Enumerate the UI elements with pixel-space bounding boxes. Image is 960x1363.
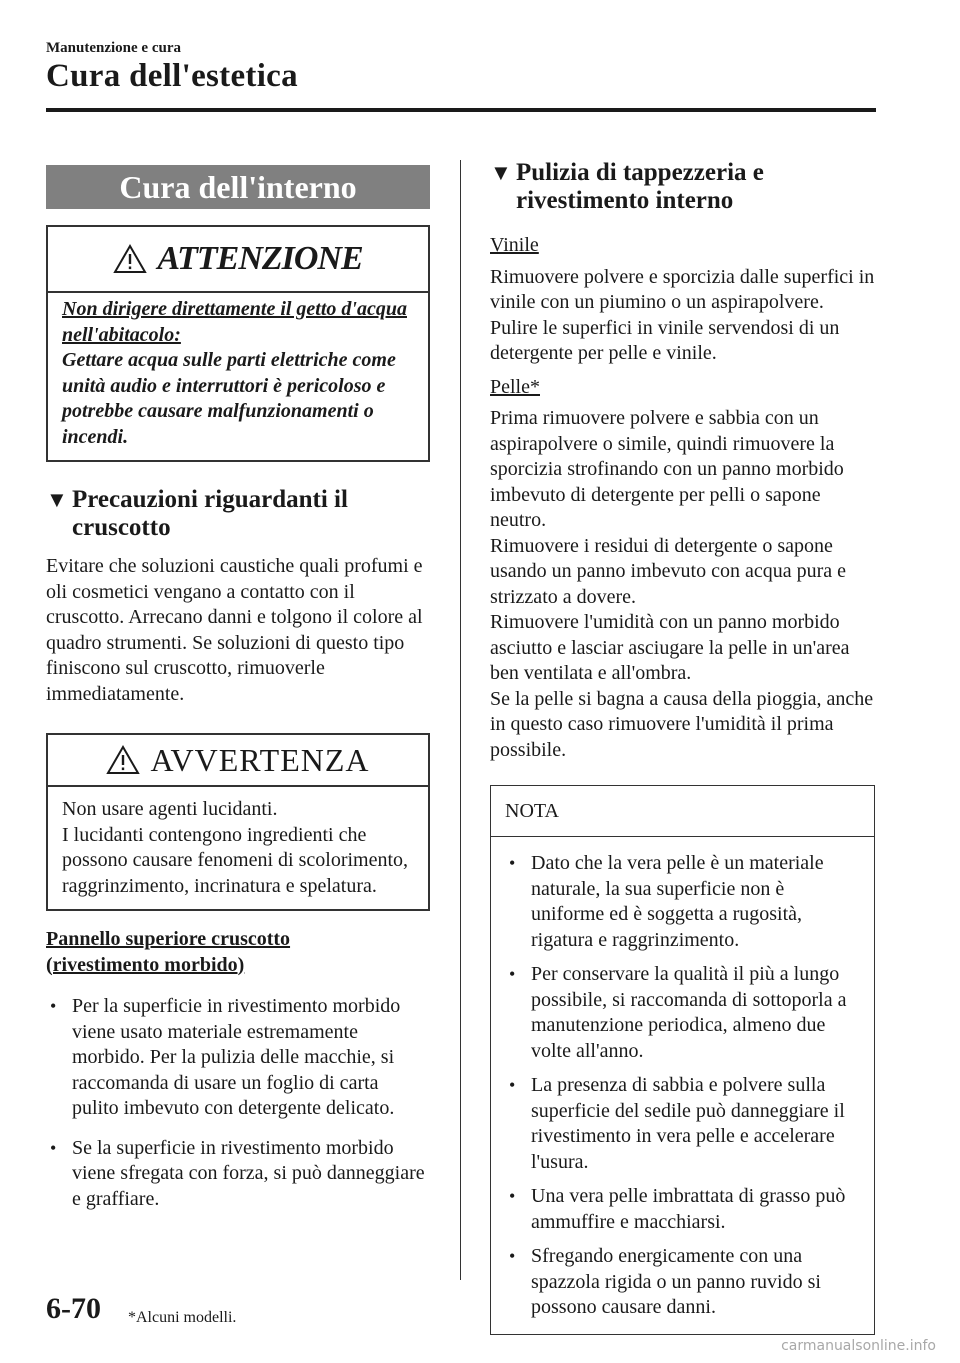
- left-column: [46, 165, 430, 1221]
- nota-header: [491, 786, 874, 837]
- section-banner: Cura dell'interno: [46, 165, 430, 209]
- vinile-title: Vinile: [490, 234, 539, 256]
- nota-body: [491, 837, 874, 1334]
- page-number: 6-70: [46, 1292, 101, 1325]
- list-item: • Se la superficie in rivestimento morbido viene sfregata con forza, si può danneggiare e graffiare.: [46, 1136, 430, 1213]
- pelle-title: Pelle*: [490, 375, 540, 398]
- attenzione-label: ATTENZIONE: [157, 240, 363, 277]
- avvertenza-line-2: I lucidanti contengono ingredienti che possono causare fenomeni di scolorimento, raggrinzimento, incrinatura e spelatura.: [62, 823, 409, 897]
- avvertenza-box: [46, 733, 430, 911]
- column-divider: [460, 160, 461, 1280]
- footnote: *Alcuni modelli.: [128, 1309, 237, 1326]
- list-item: • Dato che la vera pelle è un materiale naturale, la sua superficie non è uniforme ed è soggetta a rugosità, rigatura e raggrinzimento.: [505, 851, 860, 953]
- list-item: • Una vera pelle imbrattata di grasso può ammuffire e macchiarsi.: [505, 1184, 860, 1235]
- dashboard-paragraph: Evitare che soluzioni caustiche quali profumi e oli cosmetici vengano a contatto con il cruscotto. Arrecano danni e tolgono il colore al quadro strumenti. Se soluzioni di questo tipo finiscono sul cruscotto, rimuoverle immediatamente.: [46, 555, 423, 705]
- panel-bullet-list: [46, 994, 430, 1212]
- nota-label: NOTA: [505, 799, 559, 822]
- list-item: • Per conservare la qualità il più a lungo possibile, si raccomanda di sottoporla a manutenzione periodica, almeno due volte all'anno.: [505, 962, 860, 1064]
- pelle-paragraph-1: Prima rimuovere polvere e sabbia con un aspirapolvere o simile, quindi rimuovere la sporcizia strofinando con un panno morbido imbevuto di detergente per pelli o sapone neutro.: [490, 407, 844, 531]
- attenzione-box: [46, 225, 430, 462]
- pelle-paragraph-2: Rimuovere i residui di detergente o sapone usando un panno imbevuto con acqua pura e strizzato a dovere.: [490, 534, 847, 608]
- pelle-paragraph-3: Rimuovere l'umidità con un panno morbido asciutto e lasciar asciugare la pelle in un'area ben ventilata e all'ombra.: [490, 611, 850, 684]
- panel-heading: Pannello superiore cruscotto (rivestimento morbido): [46, 928, 291, 976]
- chapter-rule: [46, 108, 876, 112]
- right-column: [490, 159, 875, 1335]
- list-item: • Sfregando energicamente con una spazzola rigida o un panno ruvido si possono causare danni.: [505, 1244, 860, 1321]
- nota-bullet-list: [505, 851, 860, 1321]
- warning-triangle-icon: [113, 244, 147, 274]
- avvertenza-body: [48, 787, 428, 909]
- attenzione-text: Gettare acqua sulle parti elettriche come unità audio e interruttori è pericoloso e potrebbe causare malfunzionamenti o incendi.: [62, 349, 396, 448]
- section-marker-icon: ▼: [46, 487, 68, 512]
- avvertenza-header: [48, 735, 428, 787]
- upholstery-heading: [490, 159, 875, 215]
- nota-box: [490, 785, 875, 1335]
- vinile-paragraph: Rimuovere polvere e sporcizia dalle superfici in vinile con un piumino o un aspirapolvere. Pulire le superfici in vinile servendosi di un detergente per pelle e vinile.: [490, 265, 875, 364]
- list-item: • La presenza di sabbia e polvere sulla superficie del sedile può danneggiare il rivestimento in vera pelle e accelerare l'usura.: [505, 1073, 860, 1175]
- warning-triangle-icon: [106, 745, 140, 775]
- pelle-paragraph-4: Se la pelle si bagna a causa della pioggia, anche in questo caso rimuovere l'umidità il prima possibile.: [490, 687, 874, 761]
- avvertenza-line-1: Non usare agenti lucidanti.: [62, 798, 278, 820]
- attenzione-header: [48, 227, 428, 293]
- dashboard-heading-text: Precauzioni riguardanti il cruscotto: [72, 486, 348, 541]
- list-item: • Per la superficie in rivestimento morbido viene usato materiale estremamente morbido. Per la pulizia delle macchie, si raccomanda di usare un foglio di carta pulito imbevuto con detergente delicato.: [46, 994, 430, 1122]
- avvertenza-label: AVVERTENZA: [150, 741, 370, 778]
- section-kicker: Manutenzione e cura: [46, 40, 181, 56]
- watermark: carmanualsonline.info: [781, 1338, 936, 1354]
- section-marker-icon: ▼: [490, 160, 512, 185]
- dashboard-heading: [46, 486, 430, 542]
- attenzione-body: [48, 293, 428, 460]
- upholstery-heading-text: Pulizia di tappezzeria e rivestimento interno: [516, 159, 764, 214]
- attenzione-underlined-text: Non dirigere direttamente il getto d'acqua nell'abitacolo:: [62, 298, 407, 346]
- chapter-title: Cura dell'estetica: [46, 58, 298, 94]
